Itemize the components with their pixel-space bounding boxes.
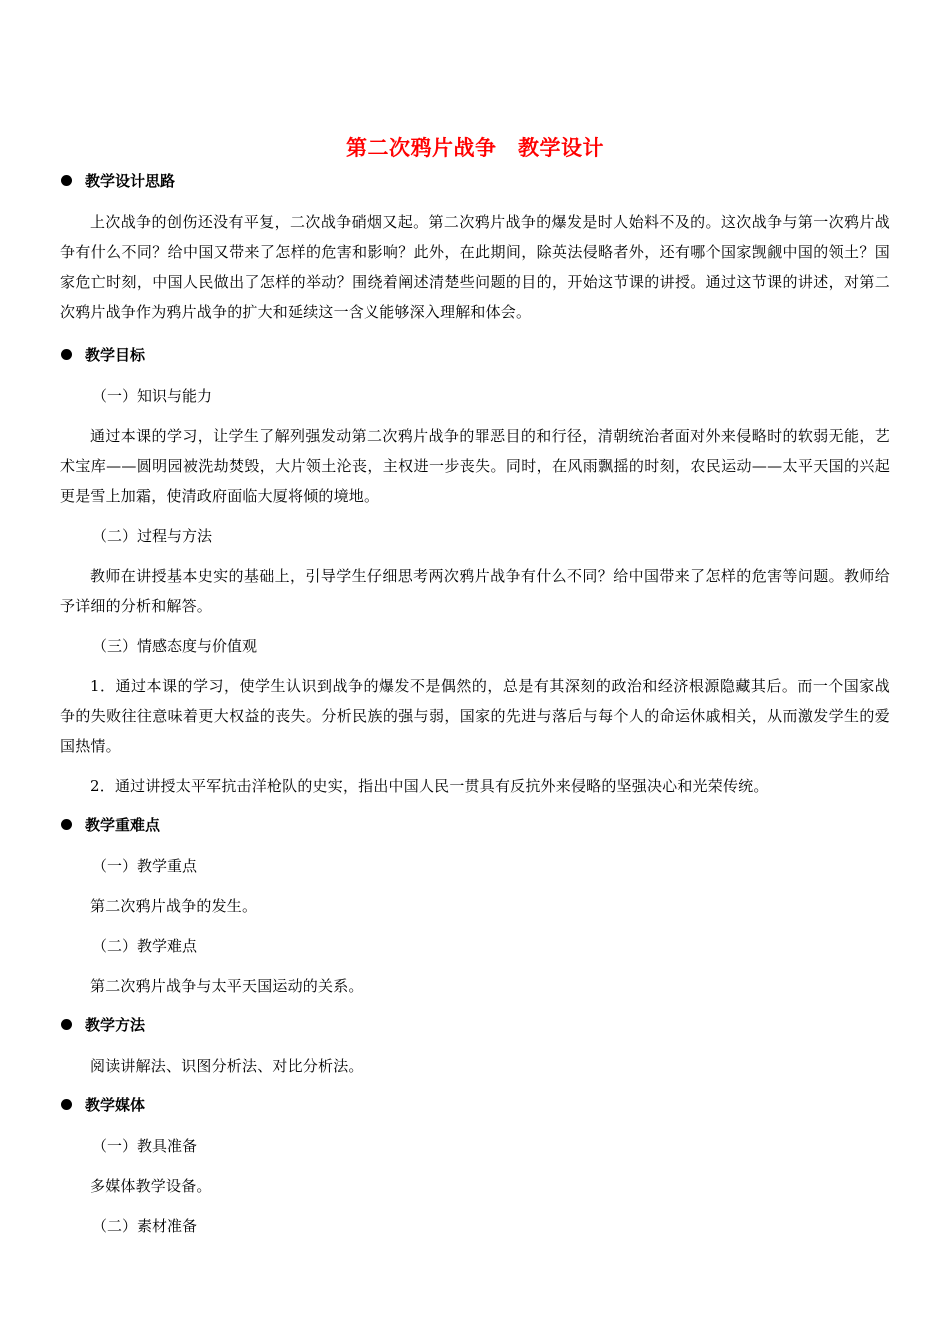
subheading: （一）教具准备 bbox=[92, 1137, 198, 1155]
bullet-icon bbox=[61, 349, 72, 360]
paragraph: 教师在讲授基本史实的基础上，引导学生仔细思考两次鸦片战争有什么不同？给中国带来了怎样的危害等问题。教师给予详细的分析和解答。 bbox=[60, 567, 890, 615]
paragraph: 通过本课的学习，让学生了解列强发动第二次鸦片战争的罪恶目的和行径，清朝统治者面对外来侵略时的软弱无能，艺术宝库——圆明园被洗劫焚毁，大片领土沦丧，主权进一步丧失。同时，在风雨飘摇的时刻，农民运动——太平天国的兴起更是雪上加霜，使清政府面临大厦将倾的境地。 bbox=[60, 427, 890, 505]
section-heading-methods bbox=[60, 1011, 890, 1037]
subheading: （三）情感态度与价值观 bbox=[92, 637, 258, 655]
paragraph: 2．通过讲授太平军抗击洋枪队的史实，指出中国人民一贯具有反抗外来侵略的坚强决心和光荣传统。 bbox=[90, 777, 769, 795]
bullet-icon bbox=[61, 1019, 72, 1030]
paragraph: 多媒体教学设备。 bbox=[90, 1177, 212, 1195]
document-title: 第二次鸦片战争 教学设计 bbox=[346, 136, 604, 160]
subheading: （二）素材准备 bbox=[92, 1217, 198, 1235]
paragraph: 第二次鸦片战争的发生。 bbox=[90, 897, 258, 915]
section-heading-design-idea bbox=[60, 167, 890, 193]
section-heading-objectives bbox=[60, 341, 890, 367]
heading-text: 教学媒体 bbox=[85, 1095, 146, 1114]
subheading: （一）教学重点 bbox=[92, 857, 198, 875]
heading-text: 教学目标 bbox=[85, 345, 146, 364]
subheading: （二）教学难点 bbox=[92, 937, 198, 955]
heading-text: 教学方法 bbox=[85, 1015, 146, 1034]
paragraph: 第二次鸦片战争与太平天国运动的关系。 bbox=[90, 977, 364, 995]
paragraph: 1．通过本课的学习，使学生认识到战争的爆发不是偶然的，总是有其深刻的政治和经济根源隐藏其后。而一个国家战争的失败往往意味着更大权益的丧失。分析民族的强与弱，国家的先进与落后与每个人的命运休戚相关，从而激发学生的爱国热情。 bbox=[60, 677, 890, 755]
heading-text: 教学设计思路 bbox=[85, 171, 176, 190]
document-body bbox=[60, 167, 890, 1251]
bullet-icon bbox=[61, 175, 72, 186]
bullet-icon bbox=[61, 1099, 72, 1110]
subheading: （一）知识与能力 bbox=[92, 387, 213, 405]
subheading: （二）过程与方法 bbox=[92, 527, 213, 545]
section-heading-key-points bbox=[60, 811, 890, 837]
bullet-icon bbox=[61, 819, 72, 830]
paragraph: 阅读讲解法、识图分析法、对比分析法。 bbox=[90, 1057, 364, 1075]
heading-text: 教学重难点 bbox=[85, 815, 161, 834]
paragraph: 上次战争的创伤还没有平复，二次战争硝烟又起。第二次鸦片战争的爆发是时人始料不及的。这次战争与第一次鸦片战争有什么不同？给中国又带来了怎样的危害和影响？此外，在此期间，除英法侵略者外，还有哪个国家觊觎中国的领土？国家危亡时刻，中国人民做出了怎样的举动？围绕着阐述清楚些问题的目的，开始这节课的讲授。通过这节课的讲述，对第二次鸦片战争作为鸦片战争的扩大和延续这一含义能够深入理解和体会。 bbox=[60, 213, 890, 321]
section-heading-media bbox=[60, 1091, 890, 1117]
